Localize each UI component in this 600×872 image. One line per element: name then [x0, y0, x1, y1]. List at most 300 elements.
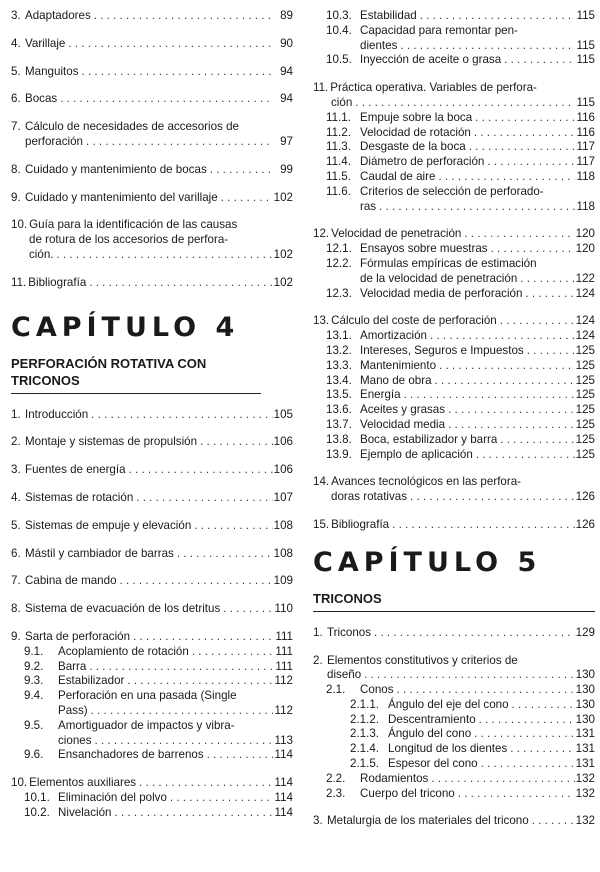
chapter-heading: CAPÍTULO 5 [313, 546, 542, 578]
toc-entry-line [11, 65, 293, 80]
dot-leader [371, 626, 575, 641]
toc-entry [11, 491, 293, 506]
dot-leader [488, 242, 575, 257]
toc-entry-line [11, 9, 293, 24]
toc-entry-line [11, 574, 293, 589]
entry-number: 11.6. [326, 184, 351, 198]
entry-title: Mantenimiento [360, 358, 437, 372]
toc-entry [11, 435, 293, 450]
entry-page-number: 114 [274, 805, 293, 819]
entry-page-number: 97 [280, 134, 293, 148]
entry-title: Ejemplo de aplicación [360, 447, 473, 461]
toc-entry-line [313, 698, 595, 713]
toc-entry-line [11, 491, 293, 506]
toc-entry-line [11, 276, 293, 291]
toc-entry-line [313, 787, 595, 802]
toc-entry-line [11, 163, 293, 178]
dot-leader [471, 727, 575, 742]
entry-page-number: 125 [575, 447, 595, 461]
toc-entry-line [313, 185, 595, 200]
entry-title: Avances tecnológicos en las perfora- [331, 475, 522, 489]
dot-leader [83, 135, 273, 150]
toc-left-column [11, 9, 293, 834]
toc-entry-line [313, 24, 595, 39]
entry-page-number: 89 [280, 9, 293, 22]
entry-title: Adaptadores [25, 9, 91, 22]
toc-entry [11, 9, 293, 24]
dot-leader [461, 227, 575, 242]
chapter-heading: CAPÍTULO 4 [11, 311, 240, 343]
entry-title: Ensayos sobre muestras [360, 242, 488, 256]
dot-leader [432, 374, 575, 389]
entry-title: Bocas [25, 92, 58, 106]
toc-entry-line [11, 248, 293, 263]
entry-number: 9.2. [24, 659, 44, 673]
toc-entry-line [313, 490, 595, 505]
toc-entry [313, 814, 595, 829]
entry-page-number: 120 [575, 227, 595, 241]
dot-leader [389, 518, 575, 533]
entry-number: 11.4. [326, 155, 351, 169]
entry-page-number: 106 [273, 463, 293, 477]
toc-entry-line [11, 776, 293, 791]
toc-entry-line [313, 96, 595, 111]
entry-page-number: 99 [280, 162, 293, 176]
entry-number: 13. [313, 314, 330, 328]
dot-leader [471, 126, 575, 141]
toc-entry [11, 276, 293, 291]
toc-entry [11, 191, 293, 206]
toc-entry-line [313, 727, 595, 742]
entry-title: dientes [360, 38, 398, 52]
toc-entry-line [313, 170, 595, 185]
dot-leader [88, 408, 273, 423]
toc-entry-line [313, 272, 595, 287]
entry-number: 9.1. [24, 644, 44, 658]
entry-title: diseño [327, 668, 362, 682]
dot-leader [207, 163, 273, 178]
entry-number: 8. [11, 602, 21, 616]
dot-leader [124, 674, 273, 689]
toc-entry-line [313, 388, 595, 403]
entry-number: 9.5. [24, 718, 44, 732]
toc-entry [313, 475, 595, 505]
toc-entry-line [313, 683, 595, 698]
entry-page-number: 126 [575, 490, 595, 504]
toc-entry-line [11, 463, 293, 478]
entry-page-number: 114 [274, 748, 293, 762]
entry-page-number: 115 [576, 38, 595, 52]
entry-page-number: 125 [575, 358, 595, 372]
dot-leader [218, 191, 273, 206]
entry-title: Bibliografía [331, 517, 390, 531]
toc-entry [313, 314, 595, 462]
dot-leader [361, 668, 575, 683]
entry-number: 2.1.1. [350, 697, 380, 711]
dot-leader [167, 791, 273, 806]
entry-title: Metalurgia de los materiales del tricono [327, 814, 529, 828]
entry-page-number: 109 [273, 574, 293, 588]
entry-number: 11.2. [326, 125, 351, 139]
entry-number: 3. [11, 9, 21, 22]
toc-entry-line [11, 719, 293, 734]
dot-leader [445, 418, 575, 433]
entry-title: de rotura de los accesorios de perfora- [29, 233, 229, 247]
entry-number: 2.1.2. [350, 712, 380, 726]
toc-entry [11, 163, 293, 178]
toc-entry [11, 776, 293, 820]
dot-leader [397, 39, 575, 54]
toc-entry-line [11, 602, 293, 617]
entry-title: Rodamientos [360, 771, 429, 785]
entry-number: 2.3. [326, 786, 346, 800]
entry-number: 11.5. [326, 169, 351, 183]
dot-leader [92, 734, 273, 749]
dot-leader [517, 272, 575, 287]
entry-number: 2. [313, 653, 323, 667]
toc-entry-line [11, 37, 293, 52]
toc-entry-line [11, 408, 293, 423]
entry-page-number: 113 [274, 733, 293, 747]
toc-entry-line [313, 287, 595, 302]
entry-page-number: 131 [575, 742, 595, 756]
entry-page-number: 114 [274, 790, 293, 804]
entry-title: Elementos auxiliares [29, 776, 137, 790]
entry-title: Cálculo del coste de perforación [331, 314, 497, 328]
entry-title: Velocidad de penetración [331, 227, 462, 241]
entry-page-number: 105 [273, 407, 293, 421]
toc-entry-line [313, 329, 595, 344]
toc-entry-line [313, 111, 595, 126]
toc-entry-line [313, 227, 595, 242]
dot-leader [501, 53, 575, 68]
entry-page-number: 117 [576, 155, 595, 169]
entry-number: 9. [11, 190, 21, 204]
entry-page-number: 115 [576, 9, 595, 22]
dot-leader [507, 742, 575, 757]
toc-entry-line [313, 140, 595, 155]
entry-page-number: 125 [575, 343, 595, 357]
entry-page-number: 132 [575, 786, 595, 800]
dot-leader [204, 748, 273, 763]
chapter-title: PERFORACIÓN ROTATIVA CON TRICONOS [11, 355, 261, 394]
entry-page-number: 102 [273, 190, 293, 204]
dot-leader [435, 170, 575, 185]
entry-number: 3. [11, 463, 21, 477]
entry-title: Sarta de perforación [25, 629, 131, 643]
toc-entry-line [11, 704, 293, 719]
toc-entry-line [313, 53, 595, 68]
entry-number: 11. [313, 81, 329, 95]
entry-title: Amortización [360, 329, 428, 343]
entry-title: Intereses, Seguros e Impuestos [360, 343, 524, 357]
entry-title: Montaje y sistemas de propulsión [25, 435, 198, 449]
entry-title: Perforación en una pasada (Single [58, 689, 237, 703]
dot-leader [88, 704, 273, 719]
entry-title: Barra [58, 659, 87, 673]
entry-number: 12. [313, 227, 330, 241]
entry-title: Manguitos [25, 64, 79, 78]
entry-number: 9.3. [24, 674, 44, 688]
entry-title: Mástil y cambiador de barras [25, 546, 174, 560]
toc-entry [11, 519, 293, 534]
toc-entry-line [313, 757, 595, 772]
dot-leader [428, 772, 575, 787]
entry-number: 7. [11, 574, 21, 588]
dot-leader [220, 602, 273, 617]
dot-leader [524, 344, 575, 359]
entry-title: Velocidad de rotación [360, 125, 471, 139]
entry-page-number: 116 [576, 125, 595, 139]
entry-title: Varillaje [25, 36, 66, 50]
toc-entry-line [313, 200, 595, 215]
entry-title: Ensanchadores de barrenos [58, 748, 204, 762]
entry-title: de la velocidad de penetración [360, 271, 518, 285]
entry-page-number: 125 [575, 388, 595, 402]
dot-leader [455, 787, 575, 802]
toc-entry-line [313, 242, 595, 257]
dot-leader [473, 448, 575, 463]
toc-right-column [313, 9, 595, 842]
entry-number: 3. [313, 814, 323, 828]
dot-leader [191, 519, 273, 534]
entry-title: Bibliografía [28, 275, 87, 289]
entry-number: 15. [313, 517, 330, 531]
entry-page-number: 131 [575, 757, 595, 771]
toc-entry-line [11, 218, 293, 233]
entry-title: Boca, estabilizador y barra [360, 432, 498, 446]
entry-page-number: 111 [275, 644, 293, 658]
entry-number: 12.1. [326, 242, 352, 256]
entry-title: Nivelación [58, 805, 112, 819]
entry-number: 2.1. [326, 683, 346, 697]
entry-title: Conos [360, 683, 394, 697]
entry-title: Ángulo del eje del cono [388, 697, 509, 711]
dot-leader [529, 814, 575, 829]
entry-title: Sistema de evacuación de los detritus [25, 602, 221, 616]
toc-entry [11, 37, 293, 52]
entry-title: Caudal de aire [360, 169, 436, 183]
entry-page-number: 111 [275, 629, 293, 643]
toc-entry-line [11, 791, 293, 806]
toc-entry [313, 518, 595, 533]
entry-page-number: 132 [575, 814, 595, 828]
toc-entry-line [11, 120, 293, 135]
entry-title: Cabina de mando [25, 574, 117, 588]
dot-leader [497, 314, 575, 329]
entry-number: 13.4. [326, 373, 352, 387]
entry-number: 4. [11, 36, 21, 50]
entry-number: 5. [11, 518, 21, 532]
dot-leader [466, 140, 575, 155]
dot-leader [126, 463, 273, 478]
entry-title: Amortiguador de impactos y vibra- [58, 718, 235, 732]
entry-title: Fórmulas empíricas de estimación [360, 256, 537, 270]
toc-entry-line [11, 435, 293, 450]
entry-page-number: 114 [274, 776, 293, 790]
entry-page-number: 107 [273, 490, 293, 504]
entry-page-number: 125 [575, 432, 595, 446]
dot-leader [57, 92, 273, 107]
entry-page-number: 130 [575, 668, 595, 682]
entry-number: 11.1. [326, 110, 351, 124]
entry-title: Introducción [25, 407, 89, 421]
entry-number: 14. [313, 475, 330, 489]
entry-title: ción. [29, 247, 54, 261]
entry-page-number: 125 [575, 403, 595, 417]
entry-title: Triconos [327, 625, 372, 639]
chapter-title: TRICONOS [313, 590, 595, 612]
entry-number: 13.7. [326, 417, 352, 431]
entry-title: Estabilizador [58, 674, 125, 688]
dot-leader [65, 37, 273, 52]
dot-leader [394, 683, 575, 698]
entry-title: Longitud de los dientes [388, 742, 508, 756]
entry-number: 2. [11, 435, 21, 449]
toc-entry [11, 218, 293, 262]
toc-entry-line [313, 81, 595, 96]
entry-title: doras rotativas [331, 490, 408, 504]
dot-leader [352, 96, 575, 111]
entry-title: Velocidad media [360, 417, 446, 431]
entry-title: Estabilidad [360, 9, 417, 22]
toc-entry-line [11, 748, 293, 763]
toc-entry [11, 602, 293, 617]
toc-entry [11, 630, 293, 763]
dot-leader [136, 776, 273, 791]
entry-number: 1. [313, 625, 323, 639]
entry-page-number: 90 [280, 36, 293, 50]
entry-number: 10.3. [326, 9, 352, 22]
toc-entry [313, 81, 595, 214]
toc-entry-line [313, 344, 595, 359]
toc-entry-line [313, 9, 595, 24]
toc-entry-line [313, 403, 595, 418]
entry-page-number: 122 [575, 271, 595, 285]
dot-leader [376, 200, 575, 215]
entry-page-number: 110 [274, 602, 293, 616]
entry-page-number: 112 [274, 703, 293, 717]
dot-leader [484, 155, 575, 170]
toc-entry-line [313, 668, 595, 683]
entry-page-number: 125 [575, 373, 595, 387]
entry-page-number: 124 [575, 329, 595, 343]
dot-leader [112, 806, 274, 821]
toc-entry [313, 9, 595, 68]
entry-number: 9. [11, 629, 21, 643]
entry-title: Inyección de aceite o grasa [360, 53, 502, 67]
entry-number: 11. [11, 275, 27, 289]
entry-number: 2.1.3. [350, 727, 380, 741]
entry-title: ciones [58, 733, 92, 747]
entry-number: 2.1.5. [350, 757, 380, 771]
entry-page-number: 102 [273, 275, 293, 289]
dot-leader [427, 329, 575, 344]
entry-title: Sistemas de empuje y elevación [25, 518, 192, 532]
entry-title: perforación [25, 134, 84, 148]
toc-entry-line [11, 191, 293, 206]
entry-title: Empuje sobre la boca [360, 110, 473, 124]
entry-title: Desgaste de la boca [360, 140, 466, 154]
dot-leader [130, 630, 273, 645]
entry-number: 12.3. [326, 286, 352, 300]
entry-title: ción [331, 95, 353, 109]
dot-leader [133, 491, 273, 506]
dot-leader [472, 111, 575, 126]
toc-entry-line [313, 39, 595, 54]
entry-title: Práctica operativa. Variables de perfora- [330, 81, 537, 95]
entry-title: Diámetro de perforación [360, 155, 485, 169]
dot-leader [91, 9, 273, 24]
dot-leader [54, 248, 274, 263]
entry-title: Pass) [58, 703, 88, 717]
entry-title: Aceites y grasas [360, 403, 446, 417]
entry-page-number: 94 [280, 64, 293, 78]
entry-number: 13.1. [326, 329, 352, 343]
entry-number: 5. [11, 64, 21, 78]
entry-page-number: 132 [575, 771, 595, 785]
entry-number: 9.6. [24, 748, 44, 762]
toc-entry-line [313, 257, 595, 272]
entry-title: Elementos constitutivos y criterios de [327, 653, 518, 667]
entry-page-number: 118 [576, 199, 595, 213]
dot-leader [86, 660, 273, 675]
toc-entry [11, 547, 293, 562]
entry-page-number: 112 [274, 674, 293, 688]
dot-leader [79, 65, 274, 80]
toc-entry-line [313, 814, 595, 829]
entry-number: 8. [11, 162, 21, 176]
entry-page-number: 108 [273, 546, 293, 560]
entry-title: Fuentes de energía [25, 463, 126, 477]
entry-title: Guía para la identificación de las causas [29, 218, 238, 232]
toc-entry-line [313, 654, 595, 669]
toc-entry-line [313, 155, 595, 170]
dot-leader [407, 490, 575, 505]
toc-entry [11, 463, 293, 478]
entry-number: 2.2. [326, 771, 346, 785]
entry-page-number: 120 [575, 242, 595, 256]
entry-page-number: 130 [575, 712, 595, 726]
entry-page-number: 116 [576, 110, 595, 124]
entry-title: Mano de obra [360, 373, 432, 387]
entry-page-number: 102 [273, 247, 293, 261]
toc-entry [11, 92, 293, 107]
dot-leader [117, 574, 273, 589]
entry-page-number: 118 [576, 169, 595, 183]
dot-leader [189, 645, 273, 660]
entry-number: 6. [11, 92, 21, 106]
entry-title: Velocidad media de perforación [360, 286, 523, 300]
toc-entry [11, 120, 293, 150]
entry-number: 11.3. [326, 140, 351, 154]
entry-page-number: 115 [576, 95, 595, 109]
entry-title: Descentramiento [388, 712, 476, 726]
toc-entry-line [313, 433, 595, 448]
dot-leader [478, 757, 575, 772]
entry-number: 13.2. [326, 343, 352, 357]
entry-page-number: 130 [575, 683, 595, 697]
entry-number: 10.2. [24, 805, 50, 819]
entry-page-number: 130 [575, 697, 595, 711]
toc-entry-line [11, 645, 293, 660]
entry-number: 10. [11, 218, 28, 232]
toc-entry-line [11, 519, 293, 534]
entry-number: 1. [11, 407, 21, 421]
entry-page-number: 129 [575, 625, 595, 639]
toc-entry-line [313, 742, 595, 757]
dot-leader [417, 9, 575, 24]
